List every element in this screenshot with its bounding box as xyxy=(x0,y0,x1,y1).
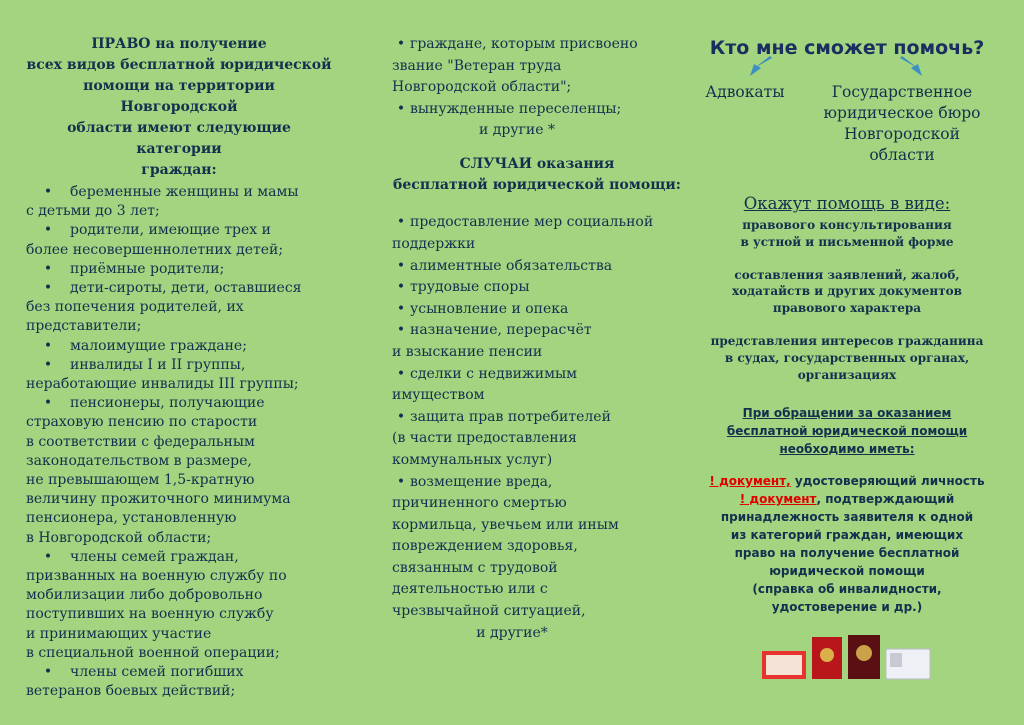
bullet-icon: • xyxy=(43,548,53,565)
list-item-text: (в части предоставления xyxy=(392,430,577,447)
bullet-icon: • xyxy=(396,365,406,382)
list-item-text: коммунальных услуг) xyxy=(392,451,553,468)
bureau-line: Новгородской xyxy=(844,125,960,143)
list-item-text: в специальной военной операции; xyxy=(26,644,280,661)
list-item-text: страховую пенсию по старости xyxy=(26,414,258,431)
help-form-line: составления заявлений, жалоб, xyxy=(734,267,960,282)
help-form-line: ходатайств и других документов xyxy=(731,284,962,299)
list-item-text: ветеранов боевых действий; xyxy=(26,683,236,700)
doc1-mark: ! документ, xyxy=(709,474,791,488)
list-item-text: назначение, перерасчёт xyxy=(410,322,592,339)
more-categories-other: и другие * xyxy=(478,122,555,139)
list-item-text: Новгородской области"; xyxy=(392,79,572,96)
help-form-line: представления интересов гражданина xyxy=(710,333,984,348)
list-item-text: пенсионера, установленную xyxy=(26,510,237,527)
doc2-line xyxy=(690,490,1004,508)
list-item-text: вынужденные переселенцы; xyxy=(410,100,622,117)
help-forms-title: Окажут помощь в виде: xyxy=(743,194,951,213)
list-item xyxy=(26,548,332,663)
list-item-text: неработающие инвалиды III группы; xyxy=(26,376,299,393)
required-docs-heading-line: необходимо иметь: xyxy=(779,442,915,456)
list-item-text: без попечения родителей, их xyxy=(26,299,244,316)
list-item xyxy=(26,260,332,279)
bureau-line: Государственное xyxy=(831,83,973,101)
bullet-icon: • xyxy=(43,356,53,373)
list-item-text: малоимущие граждане; xyxy=(70,337,247,354)
bullet-icon: • xyxy=(396,300,406,317)
list-item xyxy=(26,337,332,356)
rights-heading xyxy=(26,34,332,181)
list-item xyxy=(26,356,332,394)
doc2-details xyxy=(690,508,1004,616)
heading-line: всех видов бесплатной юридической xyxy=(26,57,332,73)
list-item-text: не превышающем 1,5-кратную xyxy=(26,472,255,489)
list-item-text: мобилизации либо добровольно xyxy=(26,587,263,604)
list-item-text: алиментные обязательства xyxy=(410,257,613,274)
list-item-text: родители, имеющие трех и xyxy=(70,222,271,239)
list-item-text: возмещение вреда, xyxy=(410,473,553,490)
list-item-text: поступивших на военную службу xyxy=(26,606,274,623)
required-docs-section xyxy=(690,404,1004,616)
list-item-text: беременные женщины и мамы xyxy=(70,184,299,200)
list-item xyxy=(392,407,682,472)
doc2-detail-line: право на получение бесплатной xyxy=(734,546,960,560)
list-item-text: в соответствии с федеральным xyxy=(26,433,255,450)
required-docs-heading-line: бесплатной юридической помощи xyxy=(726,424,968,438)
who-can-help-title: Кто мне сможет помочь? xyxy=(709,37,985,59)
bullet-icon: • xyxy=(43,664,53,681)
help-form-item xyxy=(690,333,1004,383)
required-docs-heading xyxy=(690,404,1004,458)
list-item-text: кормильца, увечьем или иным xyxy=(392,516,619,533)
list-item-text: деятельностью или с xyxy=(392,581,548,598)
list-item-text: члены семей погибших xyxy=(70,664,244,681)
list-item-text: и взыскание пенсии xyxy=(392,343,543,360)
documents-illustration xyxy=(762,635,932,683)
help-forms-section xyxy=(690,194,1004,383)
doc1-rest: удостоверяющий личность xyxy=(790,474,985,488)
list-item-text: более несовершеннолетних детей; xyxy=(26,241,284,258)
list-item xyxy=(26,221,332,259)
doc2-detail-line: принадлежность заявителя к одной xyxy=(720,510,974,524)
list-item xyxy=(392,472,682,623)
heading-line: области имеют следующие категории xyxy=(67,120,291,157)
rights-list xyxy=(26,183,332,701)
list-item xyxy=(392,277,682,299)
list-item xyxy=(392,212,682,255)
bullet-icon: • xyxy=(396,408,406,425)
help-form-item xyxy=(690,267,1004,317)
more-categories-list xyxy=(392,34,682,120)
bullet-icon: • xyxy=(43,395,53,412)
list-item-text: усыновление и опека xyxy=(410,300,569,317)
list-item-text: повреждением здоровья, xyxy=(392,538,578,555)
list-item-text: имуществом xyxy=(392,387,485,404)
bullet-icon: • xyxy=(396,36,406,52)
heading-line: помощи на территории Новгородской xyxy=(83,78,275,115)
bullet-icon: • xyxy=(43,184,53,200)
list-item-text: защита прав потребителей xyxy=(410,408,611,425)
list-item xyxy=(392,320,682,363)
list-item-text: пенсионеры, получающие xyxy=(70,395,265,412)
list-item-text: сделки с недвижимым xyxy=(410,365,578,382)
list-item-text: предоставление мер социальной xyxy=(410,214,654,231)
list-item xyxy=(392,299,682,321)
list-item xyxy=(26,183,332,221)
bullet-icon: • xyxy=(43,260,53,277)
doc1-line xyxy=(690,472,1004,490)
list-item-text: приёмные родители; xyxy=(70,260,225,277)
list-item-text: представители; xyxy=(26,318,142,335)
bureau-label xyxy=(812,82,992,166)
column-rights xyxy=(26,0,332,701)
list-item-text: и принимающих участие xyxy=(26,625,212,642)
help-forms-list xyxy=(690,217,1004,383)
lawyers-label: Адвокаты xyxy=(705,83,785,101)
list-item-text: причиненного смертью xyxy=(392,495,567,512)
list-item-text: призванных на военную службу по xyxy=(26,568,287,585)
bullet-icon: • xyxy=(396,257,406,274)
help-form-line: в судах, государственных органах, xyxy=(724,350,970,365)
doc2-rest: , подтверждающий xyxy=(816,492,955,506)
bullet-icon: • xyxy=(43,280,53,297)
help-form-line: организациях xyxy=(797,367,897,382)
list-item-text: инвалиды I и II группы, xyxy=(70,356,246,373)
list-item xyxy=(392,364,682,407)
list-item xyxy=(26,663,332,701)
doc2-detail-line: из категорий граждан, имеющих xyxy=(730,528,964,542)
list-item-text: законодательством в размере, xyxy=(26,452,252,469)
arrow-left-icon xyxy=(748,56,774,78)
list-item-text: дети-сироты, дети, оставшиеся xyxy=(70,280,302,297)
cases-list xyxy=(392,212,682,622)
column-help xyxy=(690,0,1004,59)
bureau-line: юридическое бюро xyxy=(823,104,981,122)
list-item-text: трудовые споры xyxy=(410,279,530,296)
list-item xyxy=(392,256,682,278)
heading-line: граждан: xyxy=(141,162,217,178)
list-item xyxy=(392,34,682,99)
list-item-text: чрезвычайной ситуацией, xyxy=(392,603,586,620)
column-cases xyxy=(392,0,682,644)
bullet-icon: • xyxy=(396,322,406,339)
list-item-text: поддержки xyxy=(392,235,476,252)
help-form-line: правового характера xyxy=(772,301,922,316)
list-item-text: связанным с трудовой xyxy=(392,559,558,576)
list-item-text: граждане, которым присвоено xyxy=(410,36,638,52)
arrow-right-icon xyxy=(898,56,924,78)
list-item-text: в Новгородской области; xyxy=(26,529,212,546)
bullet-icon: • xyxy=(396,214,406,231)
list-item-text: члены семей граждан, xyxy=(70,548,239,565)
bullet-icon: • xyxy=(396,279,406,296)
help-form-item xyxy=(690,217,1004,251)
required-docs-heading-line: При обращении за оказанием xyxy=(742,406,952,420)
doc2-detail-line: удостоверение и др.) xyxy=(771,600,923,614)
doc2-detail-line: (справка об инвалидности, xyxy=(752,582,942,596)
list-item-text: величину прожиточного минимума xyxy=(26,491,291,508)
bullet-icon: • xyxy=(396,100,406,117)
help-form-line: в устной и письменной форме xyxy=(740,234,954,249)
heading-line: ПРАВО на получение xyxy=(91,36,267,52)
cases-heading xyxy=(392,154,682,196)
list-item xyxy=(392,99,682,121)
heading-line: бесплатной юридической помощи: xyxy=(393,177,681,194)
help-form-line: правового консультирования xyxy=(742,218,952,232)
bullet-icon: • xyxy=(396,473,406,490)
list-item xyxy=(26,279,332,337)
bullet-icon: • xyxy=(43,337,53,354)
bullet-icon: • xyxy=(43,222,53,239)
list-item-text: с детьми до 3 лет; xyxy=(26,203,160,220)
bureau-line: области xyxy=(869,146,935,164)
doc2-mark: ! документ xyxy=(739,492,817,506)
cases-other: и другие* xyxy=(476,624,548,641)
list-item-text: звание "Ветеран труда xyxy=(392,57,562,74)
list-item xyxy=(26,394,332,548)
doc2-detail-line: юридической помощи xyxy=(769,564,925,578)
heading-line: СЛУЧАИ оказания xyxy=(459,156,615,173)
